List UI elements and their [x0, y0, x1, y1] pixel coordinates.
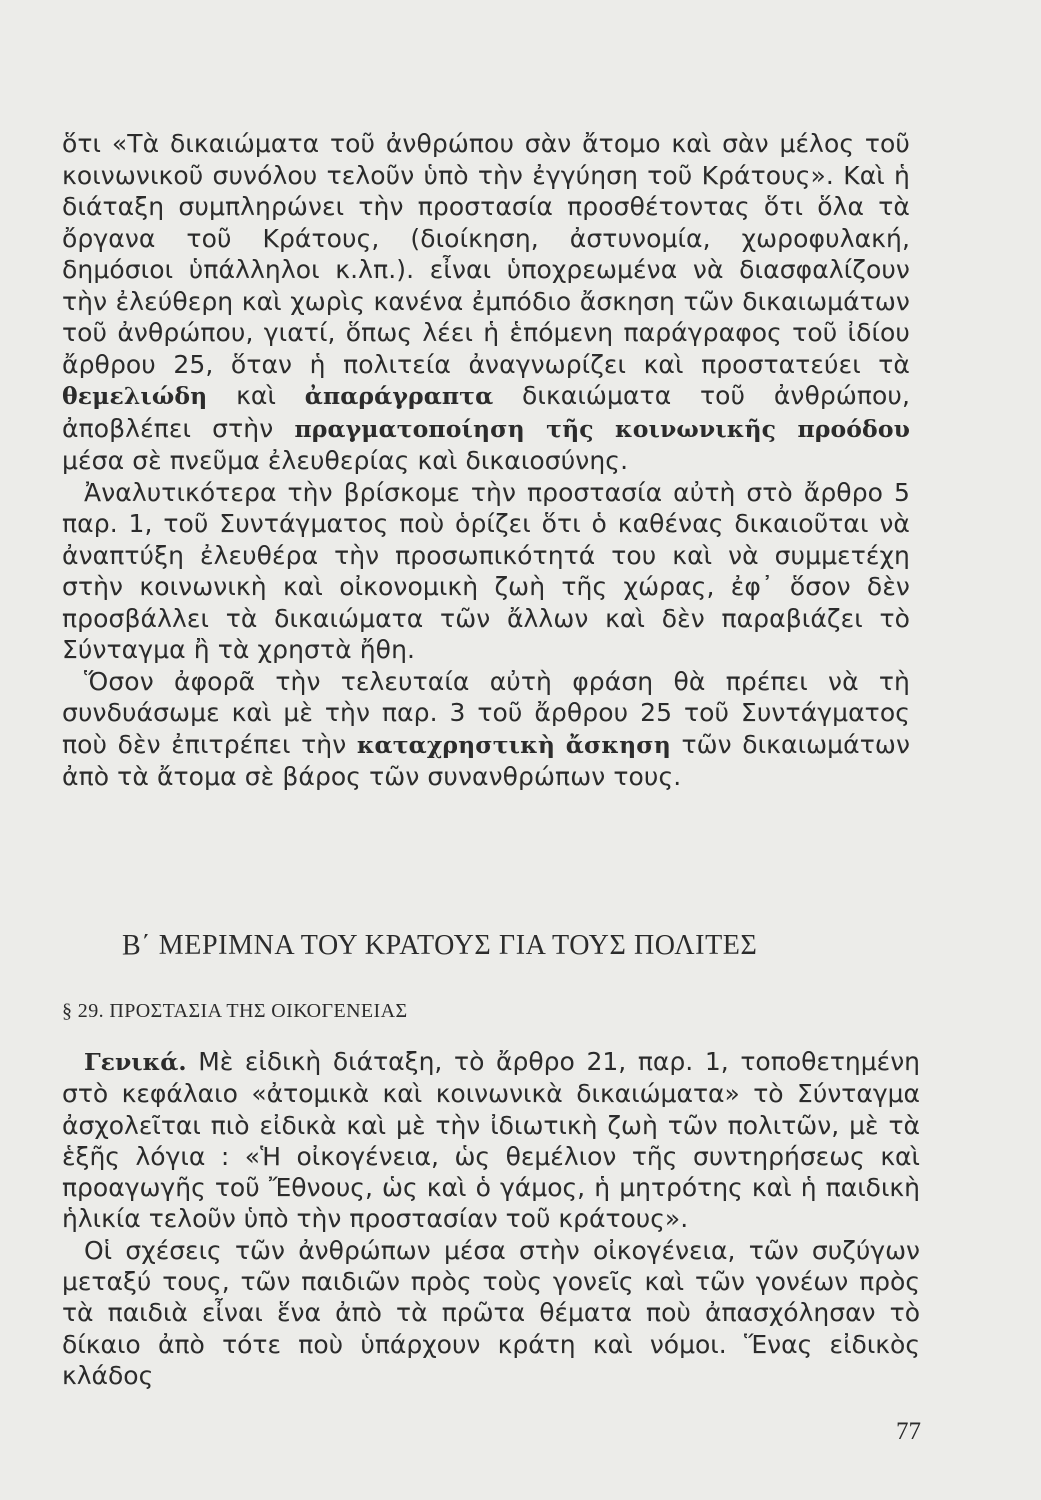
- bold-phrase: θεμελιώδη: [62, 382, 208, 410]
- body-text: [62, 128, 910, 793]
- bold-phrase: καταχρηστικὴ ἄσκηση: [356, 730, 671, 759]
- page-number: 77: [896, 1418, 921, 1445]
- paragraph-1: ὅτι «Τὰ δικαιώματα τοῦ ἀνθρώπου σὰν ἄτομο καὶ σὰν μέλος τοῦ κοινωνικοῦ συνόλου τελοῦν ὑπὸ τὴν ἐγγύηση τοῦ Κράτους». Καὶ ἡ διάταξη συμπληρώνει τὴν προστασία προσθέτοντας ὅτι ὅλα τὰ ὄργανα τοῦ Κράτους, (διοίκηση, ἀστυνομία, χωροφυλακή, δημόσιοι ὑπάλληλοι κ.λπ.). εἶναι ὑποχρεωμένα νὰ διασφαλίζουν τὴν ἐλεύθερη καὶ χωρὶς κανένα ἐμπόδιο ἄσκηση τῶν δικαιωμάτων τοῦ ἀνθρώπου, γιατί, ὅπως λέει ἡ ἑπόμενη παράγραφος τοῦ ἰδίου ἄρθρου 25, ὅταν ἡ πολιτεία ἀναγνωρίζει καὶ προστατεύει τὰ θεμελιώδη καὶ ἀπαράγραπτα δικαιώματα τοῦ ἀνθρώπου, ἀποβλέπει στὴν πραγματοποίηση τῆς κοινωνικῆς προόδου μέσα σὲ πνεῦμα ἐλευθερίας καὶ δικαιοσύνης.: [62, 129, 911, 475]
- paragraph-5: Οἱ σχέσεις τῶν ἀνθρώπων μέσα στὴν οἰκογένεια, τῶν συζύγων μεταξύ τους, τῶν παιδιῶν πρὸς τοὺς γονεῖς καὶ τῶν γονέων πρὸς τὰ παιδιὰ εἶναι ἕνα ἀπὸ τὰ πρῶτα θέματα ποὺ ἀπασχόλησαν τὸ δίκαιο ἀπὸ τότε ποὺ ὑπάρχουν κράτη καὶ νόμοι. Ἕνας εἰδικὸς κλάδος: [62, 1235, 920, 1390]
- subsection-heading: § 29. ΠΡΟΣΤΑΣΙΑ ΤΗΣ ΟΙΚΟΓΕΝΕΙΑΣ: [62, 1000, 408, 1022]
- bold-phrase: ἀπαράγραπτα: [304, 382, 494, 410]
- section-heading: Β΄ ΜΕΡΙΜΝΑ ΤΟΥ ΚΡΑΤΟΥΣ ΓΙΑ ΤΟΥΣ ΠΟΛΙΤΕΣ: [122, 930, 758, 961]
- paragraph-4: Γενικά. Μὲ εἰδικὴ διάταξη, τὸ ἄρθρο 21, παρ. 1, τοποθετημένη στὸ κεφάλαιο «ἀτομικὰ καὶ κοινωνικὰ δικαιώματα» τὸ Σύνταγμα ἀσχολεῖται πιὸ εἰδικὰ καὶ μὲ τὴν ἰδιωτικὴ ζωὴ τῶν πολιτῶν, μὲ τὰ ἑξῆς λόγια : «Ἡ οἰκογένεια, ὡς θεμέλιον τῆς συντηρήσεως καὶ προαγωγῆς τοῦ Ἔθνους, ὡς καὶ ὁ γάμος, ἡ μητρότης καὶ ἡ παιδικὴ ἡλικία τελοῦν ὑπὸ τὴν προστασίαν τοῦ κράτους».: [62, 1047, 920, 1234]
- bold-phrase: πραγματοποίηση τῆς κοινωνικῆς προόδου: [294, 414, 911, 443]
- bold-lead: Γενικά.: [84, 1048, 187, 1076]
- paragraph-2: Ἀναλυτικότερα τὴν βρίσκομε τὴν προστασία αὐτὴ στὸ ἄρθρο 5 παρ. 1, τοῦ Συντάγματος ποὺ ὁρίζει ὅτι ὁ καθένας δικαιοῦται νὰ ἀναπτύξη ἐλευθέρα τὴν προσωπικότητά του καὶ νὰ συμμετέχη στὴν κοινωνικὴ καὶ οἰκονομικὴ ζωὴ τῆς χώρας, ἐφ᾿ ὅσον δὲν προσβάλλει τὰ δικαιώματα τῶν ἄλλων καὶ δὲν παραβιάζει τὸ Σύνταγμα ἢ τὰ χρηστὰ ἤθη.: [62, 477, 910, 664]
- paragraph-3: Ὅσον ἀφορᾶ τὴν τελευταία αὐτὴ φράση θὰ πρέπει νὰ τὴ συνδυάσωμε καὶ μὲ τὴν παρ. 3 τοῦ ἄρθρου 25 τοῦ Συντάγματος ποὺ δὲν ἐπιτρέπει τὴν καταχρηστικὴ ἄσκηση τῶν δικαιωμάτων ἀπὸ τὰ ἄτομα σὲ βάρος τῶν συνανθρώπων τους.: [62, 666, 911, 791]
- body-text-2: [62, 1046, 920, 1391]
